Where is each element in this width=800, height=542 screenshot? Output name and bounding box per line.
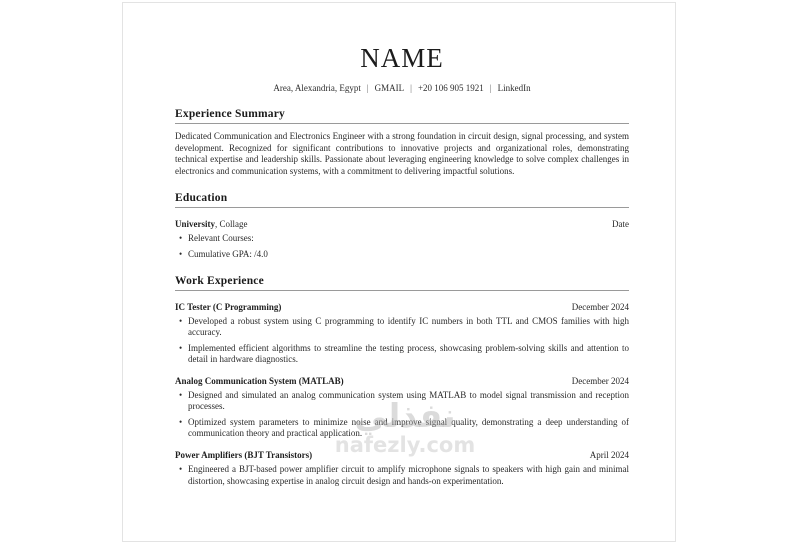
contact-linkedin: LinkedIn bbox=[497, 83, 531, 93]
bullet-item: • Implemented efficient algorithms to streamline the testing process, showcasing problem-solving skills and attention to detail in hardware diagnostics. bbox=[188, 343, 629, 366]
bullet-item: • Designed and simulated an analog communication system using MATLAB to model signal transmission and reception processes. bbox=[188, 390, 629, 413]
bullet-item: • Relevant Courses: bbox=[188, 233, 629, 244]
bullet-item: • Optimized system parameters to minimize noise and improve signal quality, demonstrating a deep understanding of communication theory and practical application. bbox=[188, 417, 629, 440]
work-entry bbox=[175, 450, 629, 487]
work-entry-header bbox=[175, 450, 629, 460]
work-entry-header bbox=[175, 376, 629, 386]
contact-separator: | bbox=[410, 83, 412, 93]
section-work-experience bbox=[175, 275, 629, 487]
work-entry-bullets bbox=[175, 390, 629, 439]
education-bullets bbox=[175, 233, 629, 260]
education-institution-suffix: , Collage bbox=[215, 219, 248, 230]
contact-email: GMAIL bbox=[374, 83, 405, 93]
work-entry-bullets bbox=[175, 316, 629, 365]
work-entry-date: December 2024 bbox=[571, 301, 629, 312]
education-entry bbox=[175, 219, 629, 260]
section-heading-work-experience: Work Experience bbox=[175, 275, 629, 291]
contact-line bbox=[175, 83, 629, 93]
section-heading-experience-summary: Experience Summary bbox=[175, 108, 629, 124]
resume-page bbox=[122, 2, 676, 542]
work-entry-date: April 2024 bbox=[589, 450, 629, 461]
education-entry-header bbox=[175, 219, 629, 229]
work-entry-title: Analog Communication System (MATLAB) bbox=[175, 376, 344, 387]
section-education bbox=[175, 192, 629, 260]
bullet-item: • Developed a robust system using C programming to identify IC numbers in both TTL and CMOS families with high accuracy. bbox=[188, 316, 629, 339]
education-date: Date bbox=[612, 219, 629, 230]
work-entry-bullets bbox=[175, 464, 629, 487]
contact-separator: | bbox=[489, 83, 492, 93]
work-entry-title: Power Amplifiers (BJT Transistors) bbox=[175, 450, 313, 461]
work-entry bbox=[175, 302, 629, 365]
watermark-arabic-logo: نفذلي bbox=[354, 396, 456, 435]
work-entry bbox=[175, 376, 629, 439]
education-institution bbox=[175, 219, 248, 229]
summary-paragraph: Dedicated Communication and Electronics Engineer with a strong foundation in circuit design, signal processing, and system development. Recognized for significant contributions to innovative projects and organizational roles, demonstrating technical expertise and leadership skills. Passionate about leveraging engineering knowledge to solve complex challenges in electronics and communication systems, with a commitment to delivering impactful solutions. bbox=[175, 131, 629, 176]
contact-separator: | bbox=[366, 83, 369, 93]
resume-name: NAME bbox=[360, 43, 444, 73]
work-entry-title: IC Tester (C Programming) bbox=[175, 301, 282, 312]
watermark-url: nafezly.com bbox=[334, 433, 476, 457]
section-experience-summary bbox=[175, 108, 629, 177]
work-entry-date: December 2024 bbox=[571, 376, 629, 387]
contact-phone: +20 106 905 1921 bbox=[417, 83, 484, 93]
bullet-item: • Cumulative GPA: /4.0 bbox=[188, 249, 629, 260]
education-institution-name: University bbox=[175, 219, 215, 230]
contact-location: Area, Alexandria, Egypt bbox=[273, 83, 361, 93]
work-entry-header bbox=[175, 302, 629, 312]
bullet-item: • Engineered a BJT-based power amplifier circuit to amplify microphone signals to speakers with high gain and minimal distortion, showcasing expertise in analog circuit design and hands-on experimentation. bbox=[188, 464, 629, 487]
section-heading-education: Education bbox=[175, 192, 629, 208]
